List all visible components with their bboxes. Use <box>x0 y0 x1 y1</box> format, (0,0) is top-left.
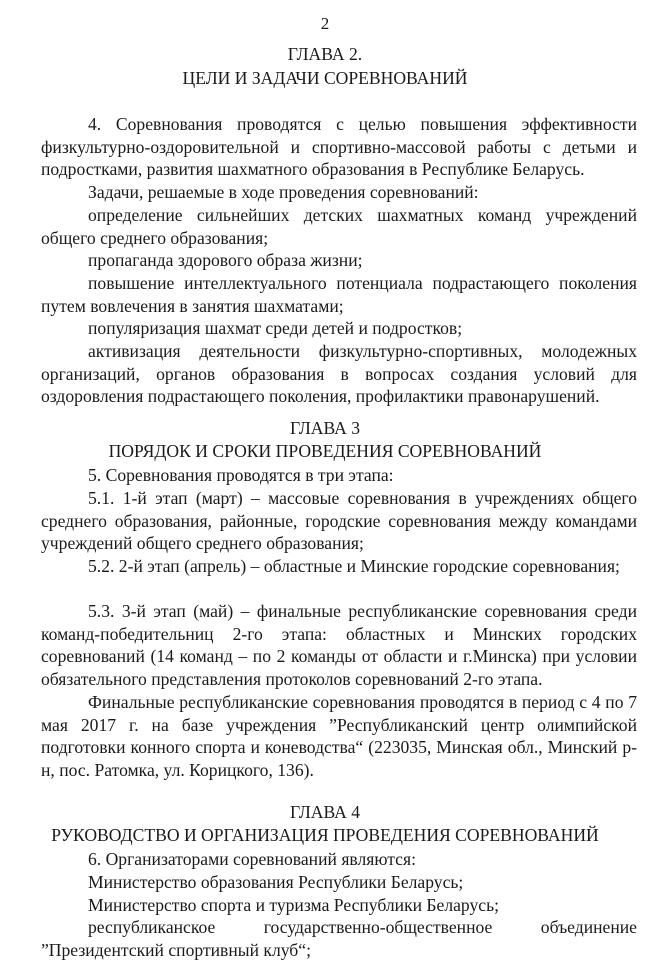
final-competition-paragraph: Финальные республиканские соревнования проводятся в период с 4 по 7 мая 2017 г. на базе учреждения ”Республиканский центр олимпийской подготовки конного спорта и коневодства“ (223035, Минская обл., Минский р-н, пос. Ратомка, ул. Корицкого, 136). <box>41 692 637 780</box>
organizer-1: Министерство образования Республики Беларусь; <box>88 872 464 892</box>
organizer-3: республиканское государственно-общественное объединение ”Президентский спортивный клуб“; <box>41 917 637 960</box>
tasks-intro: Задачи, решаемые в ходе проведения соревнований: <box>88 182 479 202</box>
paragraph-5-1: 5.1. 1-й этап (март) – массовые соревнования в учреждениях общего среднего образования, районные, городские соревнования между командами учреждений общего среднего образования; <box>41 488 637 554</box>
chapter-3-heading: ГЛАВА 3 <box>289 418 360 438</box>
paragraph-5-2: 5.2. 2-й этап (апрель) – областные и Минские городские соревнования; <box>88 556 620 576</box>
page-number: 2 <box>320 14 330 33</box>
chapter-3-title: ПОРЯДОК И СРОКИ ПРОВЕДЕНИЯ СОРЕВНОВАНИЙ <box>108 441 542 461</box>
chapter-2-heading: ГЛАВА 2. <box>287 44 363 64</box>
task-4: популяризация шахмат среди детей и подростков; <box>88 318 463 338</box>
chapter-2-title: ЦЕЛИ И ЗАДАЧИ СОРЕВНОВАНИЙ <box>182 68 468 88</box>
paragraph-6: 6. Организаторами соревнований являются: <box>88 849 416 869</box>
paragraph-5-3: 5.3. 3-й этап (май) – финальные республиканские соревнования среди команд-победительниц 2-го этапа: областных и Минских городских соревнований (14 команд – по 2 команды от области и г.Минска) при условии обязательного представления протоколов соревнований 2-го этапа. <box>41 601 637 689</box>
task-3: повышение интеллектуального потенциала подрастающего поколения путем вовлечения в занятия шахматами; <box>41 273 637 316</box>
chapter-4-title: РУКОВОДСТВО И ОРГАНИЗАЦИЯ ПРОВЕДЕНИЯ СОРЕВНОВАНИЙ <box>51 825 599 845</box>
chapter-4-heading: ГЛАВА 4 <box>289 802 360 822</box>
paragraph-4: 4. Соревнования проводятся с целью повышения эффективности физкультурно-оздоровительной и спортивно-массовой работы с детьми и подростками, развития шахматного образования в Республике Беларусь. <box>41 114 637 180</box>
task-5: активизация деятельности физкультурно-спортивных, молодежных организаций, органов образования в вопросах создания условий для оздоровления подрастающего поколения, профилактики правонарушений. <box>41 341 637 407</box>
organizer-2: Министерство спорта и туризма Республики Беларусь; <box>88 895 500 915</box>
paragraph-5: 5. Соревнования проводятся в три этапа: <box>88 465 394 485</box>
task-2: пропаганда здорового образа жизни; <box>88 250 363 270</box>
task-1: определение сильнейших детских шахматных команд учреждений общего среднего образования; <box>41 205 637 248</box>
